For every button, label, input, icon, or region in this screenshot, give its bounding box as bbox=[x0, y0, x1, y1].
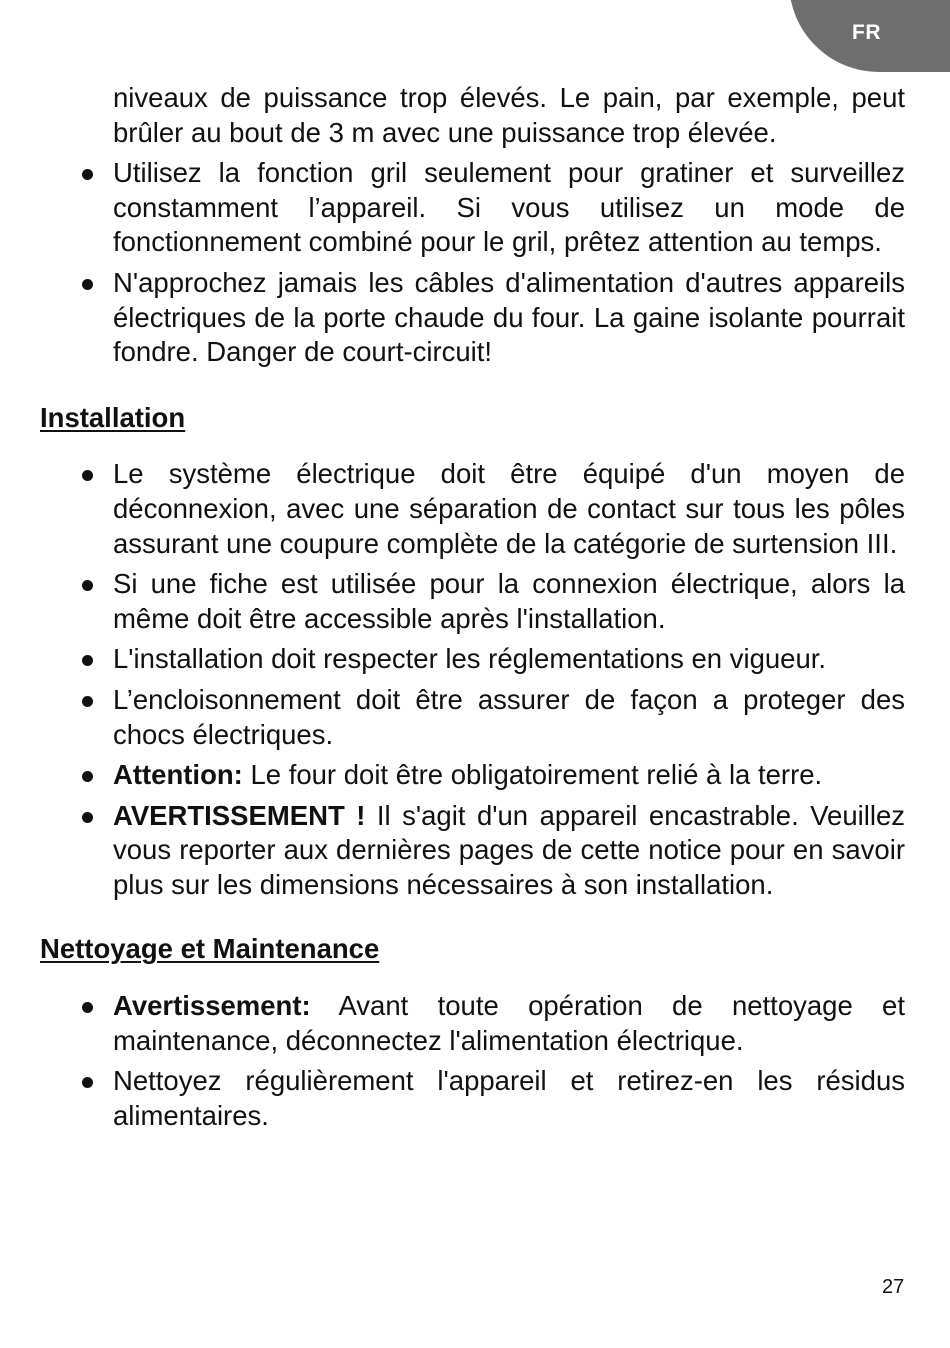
cleaning-warning-label: Avertissement: bbox=[113, 990, 311, 1022]
list-item: Utilisez la fonction gril seulement pour gratiner et surveillez constamment l’appareil. Si vous utilisez un mode de fonctionnement combiné pour le gril, prêtez attention au temps. bbox=[40, 156, 905, 260]
warning-text: Il s'agit d'un appareil encastrable. Veuillez vous reporter aux dernières pages de cette notice pour en savoir plus sur les dimensions nécessaires à son installation. bbox=[113, 799, 905, 900]
warning-label: AVERTISSEMENT ! bbox=[113, 799, 366, 831]
list-item: Nettoyez régulièrement l'appareil et retirez-en les résidus alimentaires. bbox=[40, 1064, 905, 1133]
cleaning-warning-text: Avant toute opération de nettoyage et maintenance, déconnectez l'alimentation électrique. bbox=[113, 990, 905, 1056]
attention-label: Attention: bbox=[113, 759, 243, 791]
page-number: 27 bbox=[882, 1276, 905, 1298]
page-content bbox=[40, 81, 905, 1139]
list-item: Le système électrique doit être équipé d'un moyen de déconnexion, avec une séparation de contact sur tous les pôles assurant une coupure complète de la catégorie de surtension III. bbox=[40, 457, 905, 561]
list-item: L’encloisonnement doit être assurer de façon a proteger des chocs électriques. bbox=[40, 683, 905, 752]
list-item: N'approchez jamais les câbles d'alimentation d'autres appareils électriques de la porte chaude du four. La gaine isolante pourrait fondre. Danger de court-circuit! bbox=[40, 266, 905, 370]
intro-bullet-list bbox=[40, 156, 905, 370]
continuation-paragraph: niveaux de puissance trop élevés. Le pain, par exemple, peut brûler au bout de 3 m avec une puissance trop élevée. bbox=[113, 82, 905, 148]
installation-heading: Installation bbox=[40, 401, 186, 433]
cleaning-heading: Nettoyage et Maintenance bbox=[40, 933, 380, 965]
list-item: Si une fiche est utilisée pour la connexion électrique, alors la même doit être accessible après l'installation. bbox=[40, 567, 905, 636]
cleaning-bullet-list bbox=[40, 989, 905, 1133]
language-label: FR bbox=[852, 21, 881, 44]
attention-item bbox=[40, 758, 905, 793]
attention-text: Le four doit être obligatoirement relié à la terre. bbox=[242, 759, 823, 791]
installation-bullet-list bbox=[40, 457, 905, 902]
warning-item bbox=[40, 799, 905, 903]
cleaning-warning-item bbox=[40, 989, 905, 1058]
list-item: L'installation doit respecter les réglementations en vigueur. bbox=[40, 642, 905, 677]
